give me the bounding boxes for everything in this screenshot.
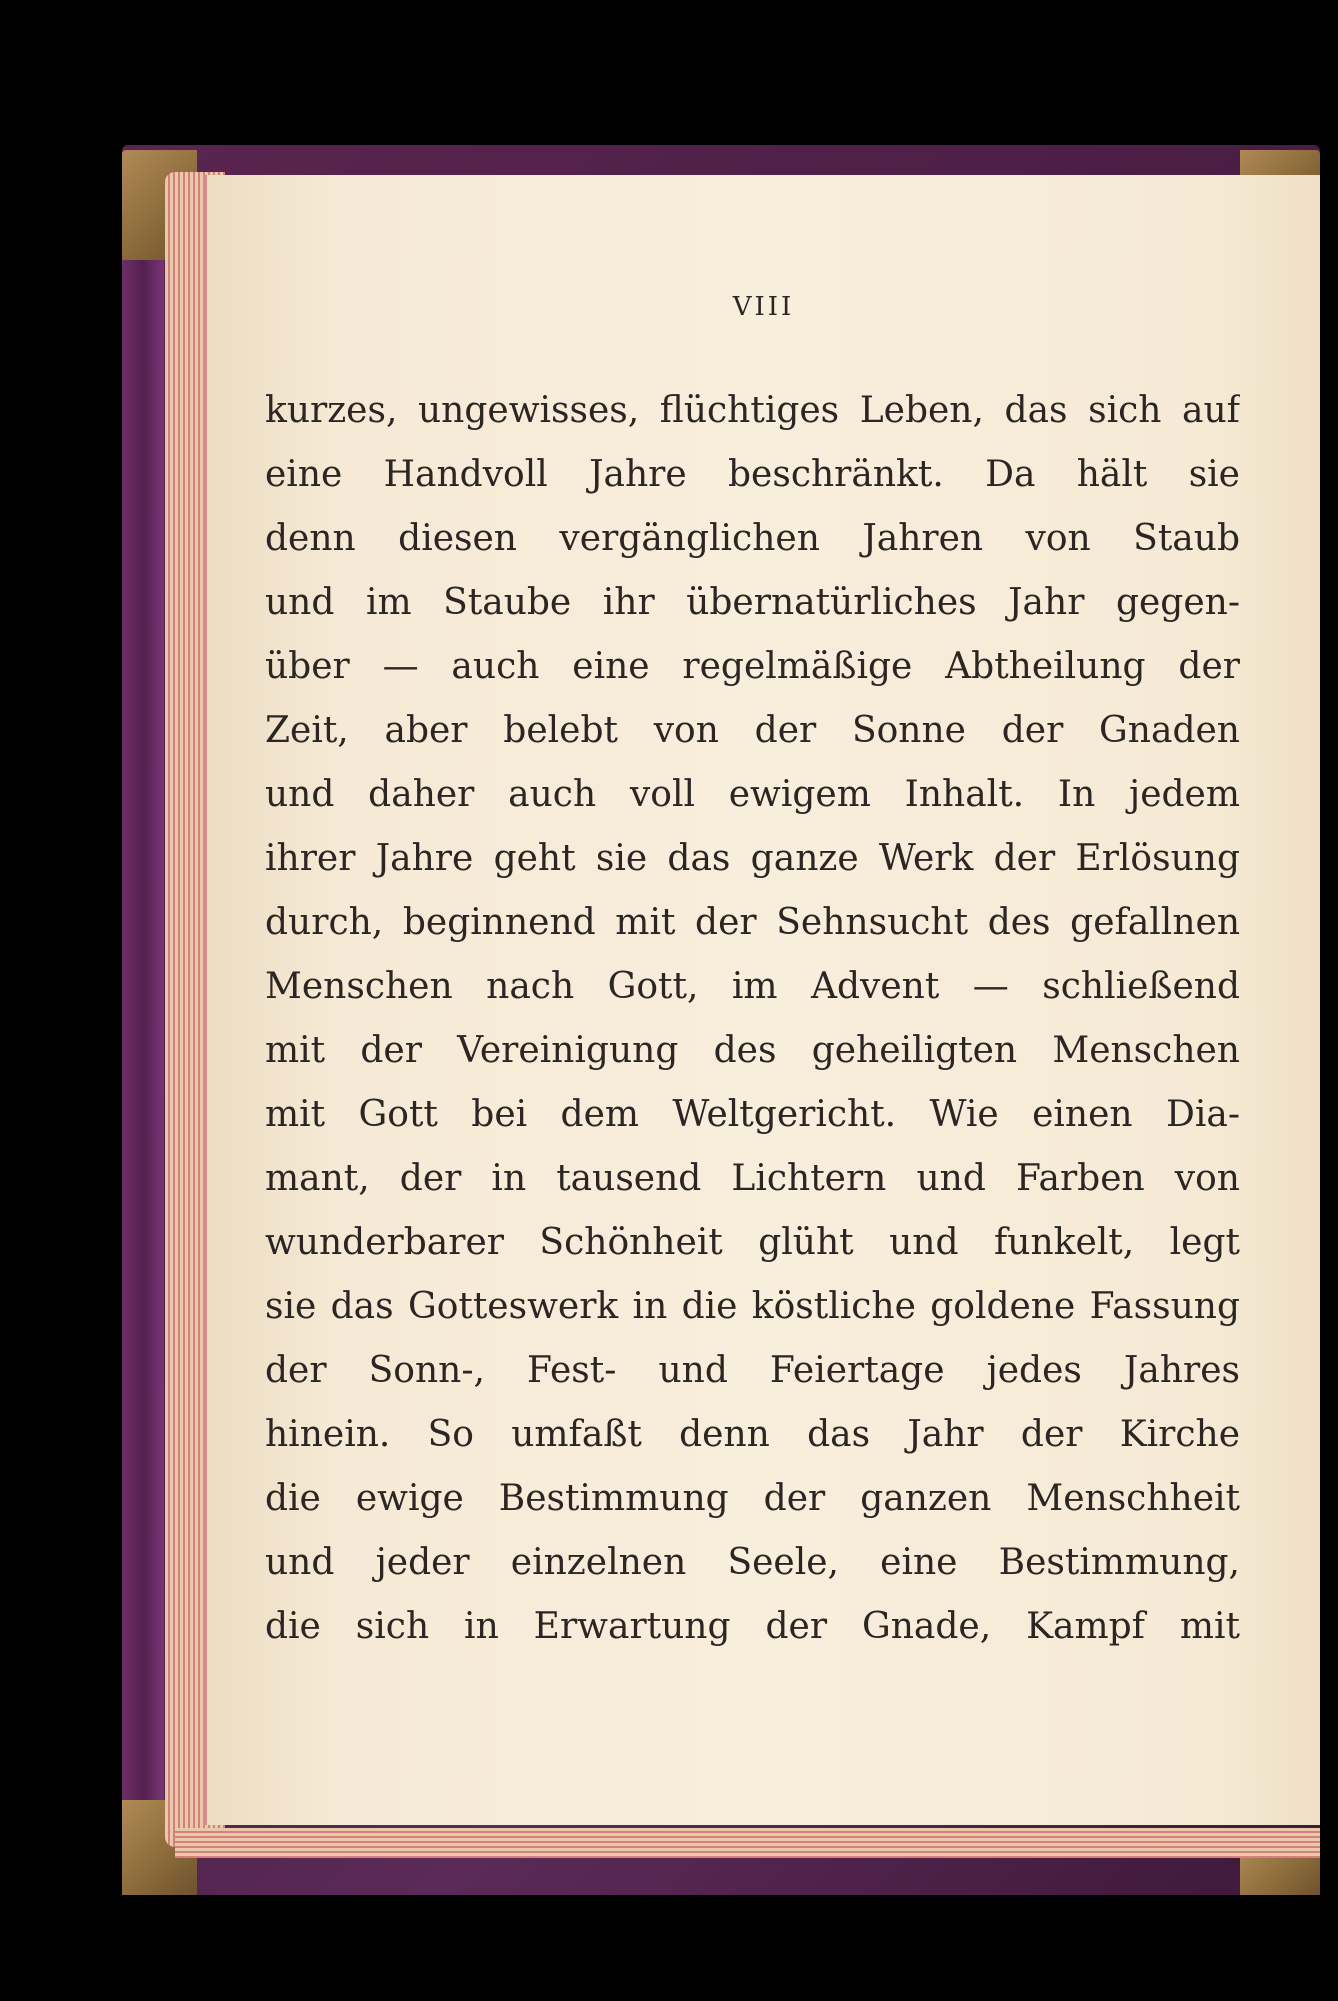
text-line: und jeder einzelnen Seele, eine Bestimmung,	[265, 1542, 1240, 1583]
text-line: ihrer Jahre geht sie das ganze Werk der Erlösung	[265, 838, 1240, 879]
page-edges-bottom	[175, 1828, 1320, 1858]
text-line: sie das Gotteswerk in die köstliche goldene Fassung	[265, 1286, 1240, 1327]
text-line: mit der Vereinigung des geheiligten Menschen	[265, 1030, 1240, 1071]
text-line: die ewige Bestimmung der ganzen Menschheit	[265, 1478, 1240, 1519]
text-line: die sich in Erwartung der Gnade, Kampf mit	[265, 1606, 1240, 1647]
text-line: Zeit, aber belebt von der Sonne der Gnaden	[265, 710, 1240, 751]
text-line: und im Staube ihr übernatürliches Jahr gegen-	[265, 582, 1240, 623]
text-line: denn diesen vergänglichen Jahren von Staub	[265, 518, 1240, 559]
text-line: der Sonn-, Fest- und Feiertage jedes Jahres	[265, 1350, 1240, 1391]
page-number: VIII	[732, 292, 795, 322]
text-line: wunderbarer Schönheit glüht und funkelt, legt	[265, 1222, 1240, 1263]
text-line: hinein. So umfaßt denn das Jahr der Kirche	[265, 1414, 1240, 1455]
text-line: und daher auch voll ewigem Inhalt. In jedem	[265, 774, 1240, 815]
book-spine-strip	[122, 255, 164, 1805]
text-line: Menschen nach Gott, im Advent — schließend	[265, 966, 1240, 1007]
text-line: durch, beginnend mit der Sehnsucht des gefallnen	[265, 902, 1240, 943]
text-line: mit Gott bei dem Weltgericht. Wie einen Dia-	[265, 1094, 1240, 1135]
text-line: eine Handvoll Jahre beschränkt. Da hält sie	[265, 454, 1240, 495]
text-line: mant, der in tausend Lichtern und Farben von	[265, 1158, 1240, 1199]
text-line: über — auch eine regelmäßige Abtheilung der	[265, 646, 1240, 687]
page-body-text	[265, 379, 1240, 1659]
text-line: kurzes, ungewisses, flüchtiges Leben, das sich auf	[265, 390, 1240, 431]
